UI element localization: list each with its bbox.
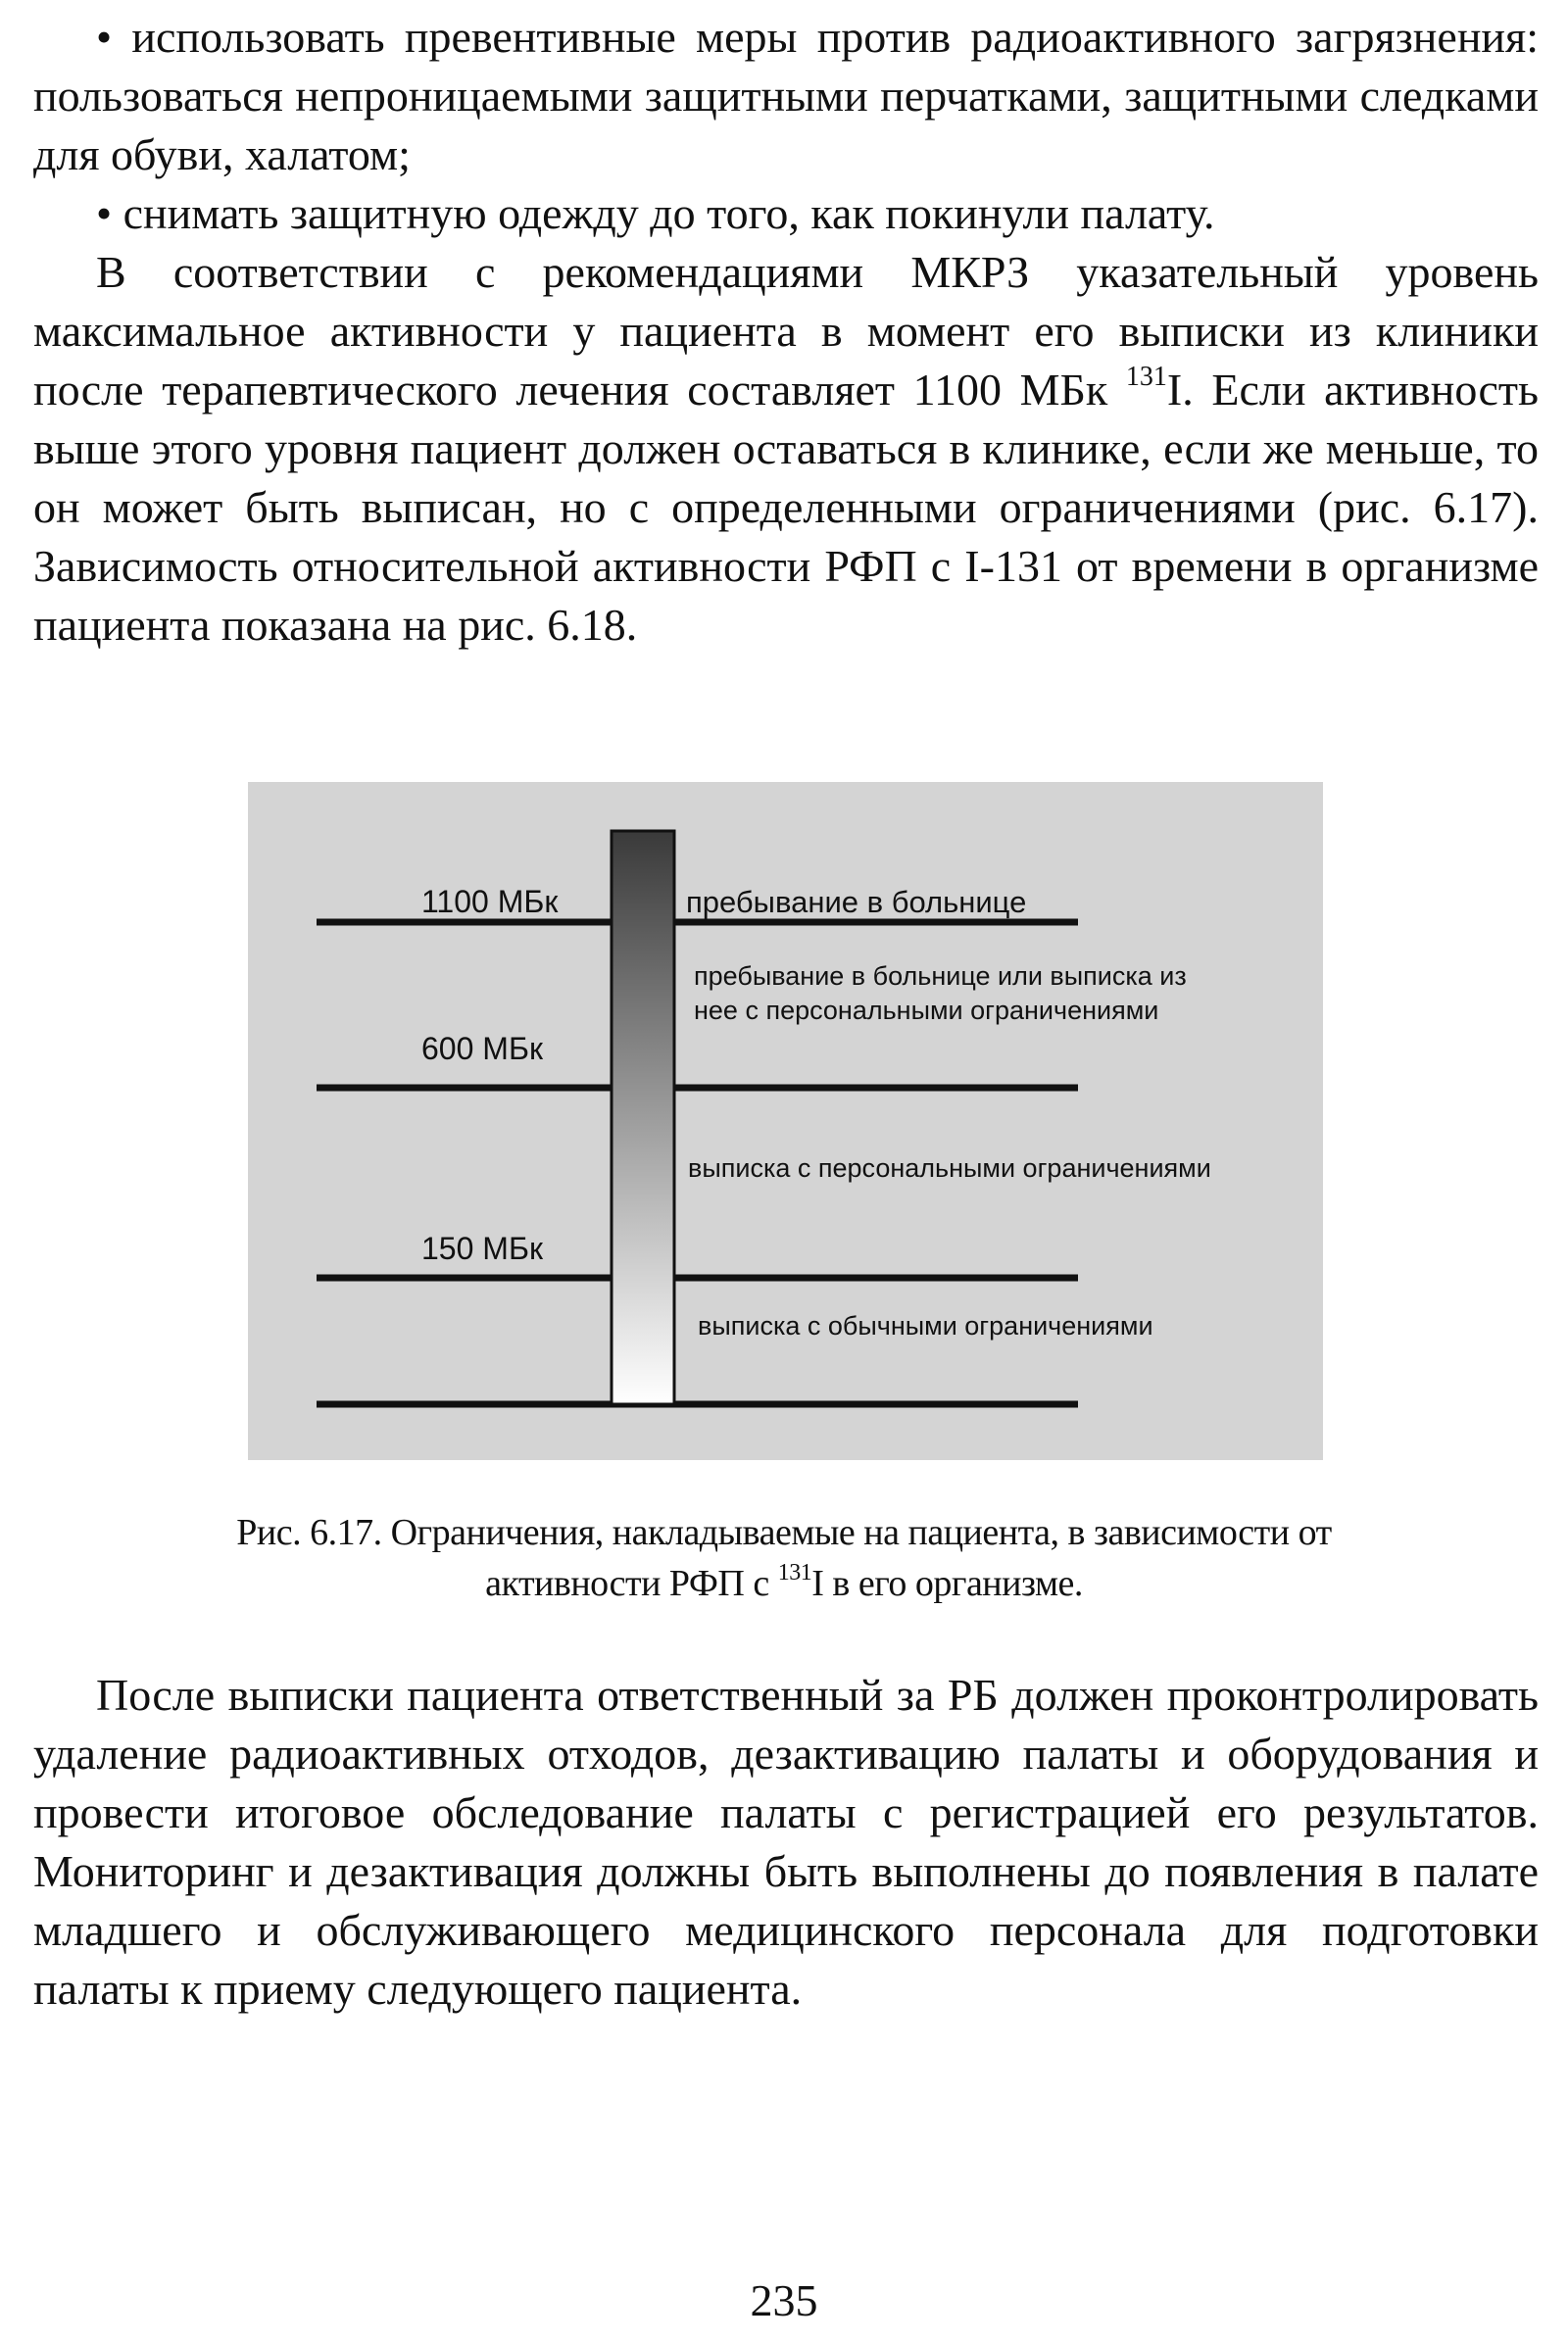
paragraph-text: В соответствии с рекомендациями МКРЗ указательный уровень максимальное активности у пациента в момент его выписки из клиники после терапевтического лечения составляет 1100 МБк: [33, 247, 1539, 415]
zone-label-personal-restrictions: выписка с персональными ограничениями: [688, 1153, 1211, 1183]
level-label-600: 600 МБк: [421, 1031, 543, 1066]
zone-label-hospital-or-discharge-1: пребывание в больнице или выписка из: [694, 961, 1187, 991]
figure-caption: [59, 1507, 1509, 1609]
page-body-continued: [33, 1666, 1539, 2019]
zone-label-ordinary-restrictions: выписка с обычными ограничениями: [698, 1311, 1153, 1341]
bullet-item: • использовать превентивные меры против радиоактивного загрязнения: пользоваться непроницаемыми защитными перчатками, защитными следками для обуви, халатом;: [33, 12, 1539, 179]
isotope-superscript: 131: [1125, 361, 1167, 392]
isotope-superscript: 131: [777, 1560, 812, 1586]
level-label-1100: 1100 МБк: [421, 884, 559, 919]
paragraph-text: I. Если активность выше этого уровня пациент должен оставаться в клинике, если же меньше, то он может быть выписан, но с определенными ограничениями (рис. 6.17). Зависимость относительной активности РФП с I-131 от времени в организме пациента показана на рис. 6.18.: [33, 365, 1539, 650]
zone-label-hospital-or-discharge-2: нее с персональными ограничениями: [694, 996, 1159, 1025]
page-number: 235: [750, 2275, 818, 2325]
figure-activity-levels: [248, 782, 1323, 1460]
paragraph: После выписки пациента ответственный за РБ должен проконтролировать удаление радиоактивных отходов, дезактивацию палаты и оборудования и провести итоговое обследование палаты с регистрацией его результатов. Мониторинг и дезактивация должны быть выполнены до появления в палате младшего и обслуживающего медицинского персонала для подготовки палаты к приему следующего пациента.: [33, 1670, 1539, 2014]
level-label-150: 150 МБк: [421, 1231, 543, 1266]
caption-line: [59, 1558, 1509, 1609]
bullet-item: • снимать защитную одежду до того, как покинули палату.: [96, 188, 1215, 238]
caption-text: I в его организме.: [811, 1563, 1083, 1604]
activity-diagram: [248, 782, 1323, 1460]
zone-label-hospital: пребывание в больнице: [686, 885, 1027, 919]
page-body: [33, 8, 1539, 655]
caption-text: активности РФП с: [485, 1563, 778, 1604]
caption-line: Рис. 6.17. Ограничения, накладываемые на пациента, в зависимости от: [236, 1512, 1332, 1553]
activity-gradient-bar: [612, 831, 674, 1404]
paragraph: [33, 243, 1539, 655]
